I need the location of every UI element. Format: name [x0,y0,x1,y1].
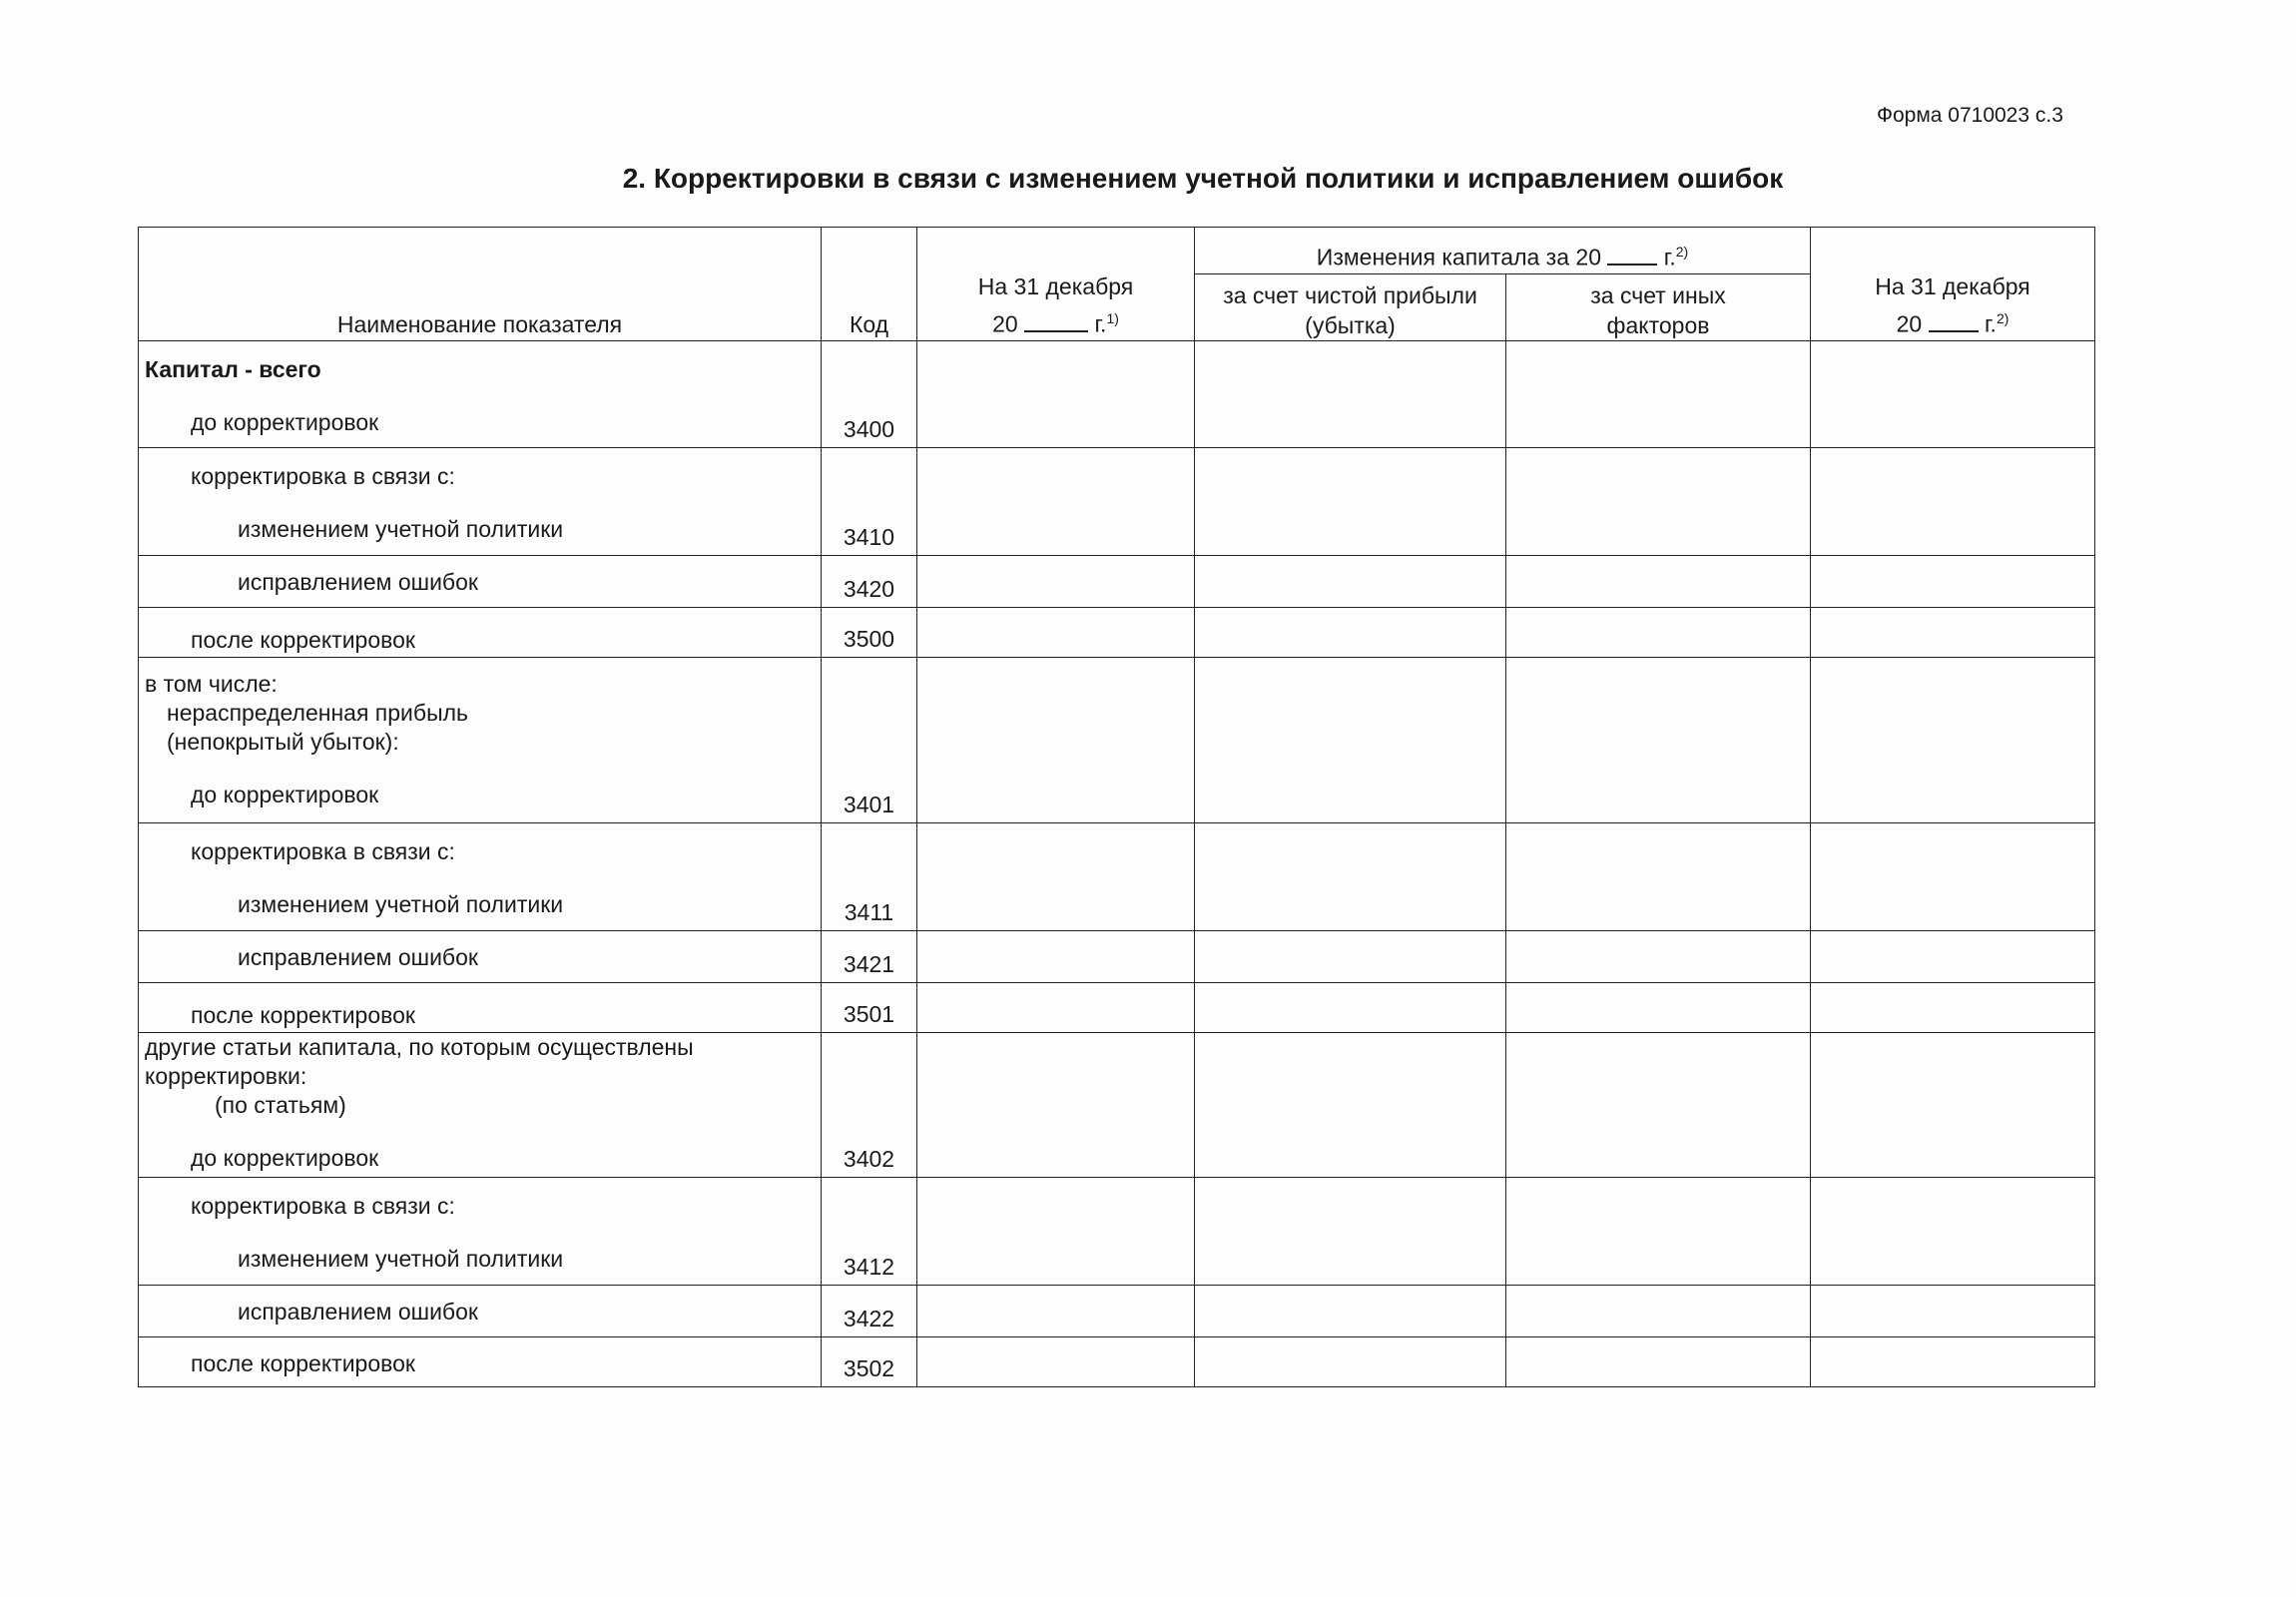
cell-3420-profit[interactable] [1195,555,1506,607]
cell-3502-start[interactable] [917,1336,1195,1386]
code-3401: 3401 [822,657,917,822]
cell-3410-other[interactable] [1506,447,1811,555]
cell-3400-profit[interactable] [1195,340,1506,447]
row-retained-policy: корректировка в связи с: изменением учетной политики [139,822,822,930]
cell-3410-profit[interactable] [1195,447,1506,555]
cell-3422-other[interactable] [1506,1285,1811,1336]
cell-3402-profit[interactable] [1195,1032,1506,1177]
adjustments-table [138,227,2095,1387]
code-3420: 3420 [822,555,917,607]
cell-3501-start[interactable] [917,982,1195,1032]
row-capital-errors: исправлением ошибок [139,555,822,607]
code-3400: 3400 [822,340,917,447]
cell-3412-end[interactable] [1811,1177,2095,1285]
row-other-items-before: другие статьи капитала, по которым осуществлены корректировки: (по статьям) до корректировок [139,1032,822,1177]
cell-3412-other[interactable] [1506,1177,1811,1285]
cell-3502-profit[interactable] [1195,1336,1506,1386]
code-3412: 3412 [822,1177,917,1285]
cell-3412-profit[interactable] [1195,1177,1506,1285]
cell-3410-end[interactable] [1811,447,2095,555]
cell-3422-start[interactable] [917,1285,1195,1336]
cell-3401-end[interactable] [1811,657,2095,822]
header-end-date: На 31 декабря 20 г.$^{2)}$ [1811,228,2095,341]
cell-3400-start[interactable] [917,340,1195,447]
header-start-date: На 31 декабря 20 г.$^{1)}$ [917,228,1195,341]
cell-3401-start[interactable] [917,657,1195,822]
cell-3420-other[interactable] [1506,555,1811,607]
cell-3411-start[interactable] [917,822,1195,930]
cell-3411-end[interactable] [1811,822,2095,930]
row-other-items-policy: корректировка в связи с: изменением учетной политики [139,1177,822,1285]
row-retained-after: после корректировок [139,982,822,1032]
cell-3502-other[interactable] [1506,1336,1811,1386]
cell-3422-profit[interactable] [1195,1285,1506,1336]
cell-3402-end[interactable] [1811,1032,2095,1177]
code-3421: 3421 [822,930,917,982]
cell-3501-profit[interactable] [1195,982,1506,1032]
cell-3411-other[interactable] [1506,822,1811,930]
cell-3501-end[interactable] [1811,982,2095,1032]
row-retained-before: в том числе: нераспределенная прибыль (непокрытый убыток): до корректировок [139,657,822,822]
cell-3500-profit[interactable] [1195,607,1506,657]
cell-3400-other[interactable] [1506,340,1811,447]
cell-3402-other[interactable] [1506,1032,1811,1177]
row-capital-policy: корректировка в связи с: изменением учетной политики [139,447,822,555]
code-3500: 3500 [822,607,917,657]
cell-3420-end[interactable] [1811,555,2095,607]
cell-3412-start[interactable] [917,1177,1195,1285]
cell-3502-end[interactable] [1811,1336,2095,1386]
cell-3421-other[interactable] [1506,930,1811,982]
code-3410: 3410 [822,447,917,555]
row-other-items-errors: исправлением ошибок [139,1285,822,1336]
code-3402: 3402 [822,1032,917,1177]
header-name: Наименование показателя [139,228,822,341]
cell-3401-other[interactable] [1506,657,1811,822]
cell-3500-other[interactable] [1506,607,1811,657]
row-capital-total-before: Капитал - всего до корректировок [139,340,822,447]
cell-3411-profit[interactable] [1195,822,1506,930]
cell-3421-start[interactable] [917,930,1195,982]
cell-3421-profit[interactable] [1195,930,1506,982]
row-capital-after: после корректировок [139,607,822,657]
cell-3420-start[interactable] [917,555,1195,607]
header-other-factors: за счет иных факторов [1506,273,1811,340]
cell-3410-start[interactable] [917,447,1195,555]
header-changes: Изменения капитала за 20 г.$^{2)}$ [1195,228,1811,274]
code-3501: 3501 [822,982,917,1032]
page-title: 2. Корректировки в связи с изменением учетной политики и исправлением ошибок [622,163,1784,194]
code-3422: 3422 [822,1285,917,1336]
header-code: Код [822,228,917,341]
code-3411: 3411 [822,822,917,930]
cell-3422-end[interactable] [1811,1285,2095,1336]
cell-3500-start[interactable] [917,607,1195,657]
cell-3421-end[interactable] [1811,930,2095,982]
row-other-items-after: после корректировок [139,1336,822,1386]
form-code: Форма 0710023 с.3 [1877,104,2063,127]
cell-3401-profit[interactable] [1195,657,1506,822]
cell-3500-end[interactable] [1811,607,2095,657]
code-3502: 3502 [822,1336,917,1386]
row-retained-errors: исправлением ошибок [139,930,822,982]
cell-3402-start[interactable] [917,1032,1195,1177]
header-net-profit: за счет чистой прибыли (убытка) [1195,273,1506,340]
cell-3400-end[interactable] [1811,340,2095,447]
cell-3501-other[interactable] [1506,982,1811,1032]
